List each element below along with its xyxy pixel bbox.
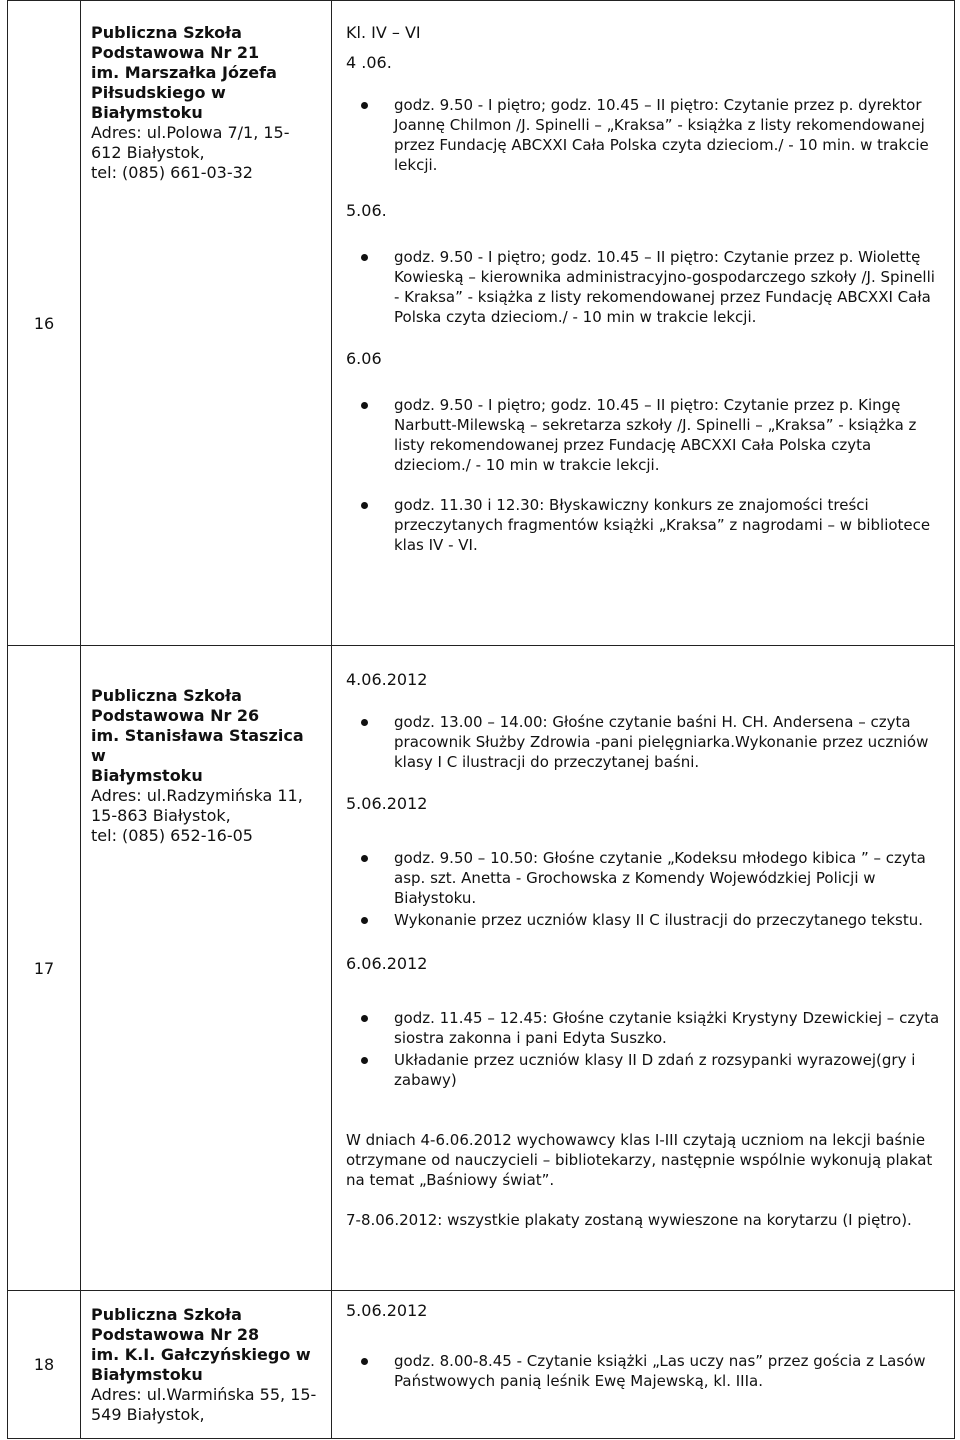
school-cell [81,646,332,1291]
school-address-line: Adres: ul.Polowa 7/1, 15- [91,123,290,142]
event-item: godz. 11.45 – 12.45: Głośne czytanie książki Krystyny Dzewickiej – czyta siostra zakonna i pani Edyta Suszko. [346,1008,942,1048]
school-name-line: Podstawowa Nr 21 [91,43,260,62]
table-row [8,1,955,646]
school-name-line: Podstawowa Nr 28 [91,1325,260,1344]
day-date: 5.06.2012 [346,1301,428,1320]
row-number: 17 [8,646,81,1291]
event-item: godz. 13.00 – 14.00: Głośne czytanie baśni H. CH. Andersena – czyta pracownik Służby Zdrowia -pani pielęgniarka.Wykonanie przez uczniów klasy I C ilustracji do przeczytanej baśni. [346,712,942,772]
school-name-line: Podstawowa Nr 26 [91,706,260,725]
school-name-line: Białymstoku [91,1365,203,1384]
school-name-line: Piłsudskiego w [91,83,226,102]
row-number: 18 [8,1291,81,1439]
day-date: 4.06.2012 [346,670,428,689]
school-address-line: tel: (085) 652-16-05 [91,826,253,845]
event-list [346,1008,942,1090]
event-list [346,247,942,327]
event-item: godz. 8.00-8.45 - Czytanie książki „Las uczy nas” przez gościa z Lasów Państwowych panią leśnik Ewę Majewską, kl. IIIa. [346,1351,942,1391]
schedule-cell [332,1,955,646]
table-row [8,646,955,1291]
school-name-line: Publiczna Szkoła [91,23,242,42]
day-date: 6.06.2012 [346,954,428,973]
event-item: godz. 9.50 – 10.50: Głośne czytanie „Kodeksu młodego kibica ” – czyta asp. szt. Anetta - Grochowska z Komendy Wojewódzkiej Policji w Białystoku. [346,848,942,908]
event-list [346,1351,942,1391]
school-name-line: Białymstoku [91,766,203,785]
event-item: godz. 9.50 - I piętro; godz. 10.45 – II piętro: Czytanie przez p. dyrektor Joannę Chilmon /J. Spinelli – „Kraksa” - książka z listy rekomendowanej przez Fundację ABCXXI Cała Polska czyta dzieciom./ - 10 min. w trakcie lekcji. [346,95,942,175]
event-item: godz. 9.50 - I piętro; godz. 10.45 – II piętro: Czytanie przez p. Kingę Narbutt-Milewską – sekretarza szkoły /J. Spinelli – „Kraksa” - książka z listy rekomendowanej przez Fundację ABCXXI Cała Polska czyta dzieciom./ - 10 min w trakcie lekcji. [346,395,942,475]
school-address-line: 549 Białystok, [91,1405,205,1424]
schedule-cell [332,646,955,1291]
table-row [8,1291,955,1439]
school-address-line: 612 Białystok, [91,143,205,162]
day-date: 6.06 [346,349,382,368]
note-paragraph: 7-8.06.2012: wszystkie plakaty zostaną wywieszone na korytarzu (I piętro). [346,1211,912,1229]
event-list [346,848,942,930]
schedule-cell [332,1291,955,1439]
day-date: 4 .06. [346,53,392,72]
school-name-line: Publiczna Szkoła [91,1305,242,1324]
note-paragraph: W dniach 4-6.06.2012 wychowawcy klas I-III czytają uczniom na lekcji baśnie otrzymane od nauczycieli – bibliotekarzy, następnie wspólnie wykonują plakat na temat „Baśniowy świat”. [346,1131,933,1189]
event-list [346,95,942,175]
school-address-line: 15-863 Białystok, [91,806,231,825]
schedule-table [7,0,955,1439]
school-name-line: im. K.I. Gałczyńskiego w [91,1345,311,1364]
event-item: godz. 9.50 - I piętro; godz. 10.45 – II piętro: Czytanie przez p. Wiolettę Kowieską – kierownika administracyjno-gospodarczego szkoły /J. Spinelli - Kraksa” - książka z listy rekomendowanej przez Fundację ABCXXI Cała Polska czyta dzieciom./ - 10 min w trakcie lekcji. [346,247,942,327]
event-item: Układanie przez uczniów klasy II D zdań z rozsypanki wyrazowej(gry i zabawy) [346,1050,942,1090]
day-date: 5.06. [346,201,387,220]
school-cell [81,1291,332,1439]
day-date: 5.06.2012 [346,794,428,813]
school-cell [81,1,332,646]
row-number: 16 [8,1,81,646]
school-name-line: im. Stanisława Staszica w [91,726,304,765]
event-list [346,395,942,555]
school-address-line: Adres: ul.Radzymińska 11, [91,786,303,805]
school-address-line: Adres: ul.Warmińska 55, 15- [91,1385,317,1404]
class-range-header: Kl. IV – VI [346,23,421,42]
event-list [346,712,942,772]
school-name-line: im. Marszałka Józefa [91,63,277,82]
school-name-line: Białymstoku [91,103,203,122]
school-name-line: Publiczna Szkoła [91,686,242,705]
event-item: godz. 11.30 i 12.30: Błyskawiczny konkurs ze znajomości treści przeczytanych fragmentów książki „Kraksa” z nagrodami – w bibliotece klas IV - VI. [346,495,942,555]
school-address-line: tel: (085) 661-03-32 [91,163,253,182]
event-item: Wykonanie przez uczniów klasy II C ilustracji do przeczytanego tekstu. [346,910,942,930]
